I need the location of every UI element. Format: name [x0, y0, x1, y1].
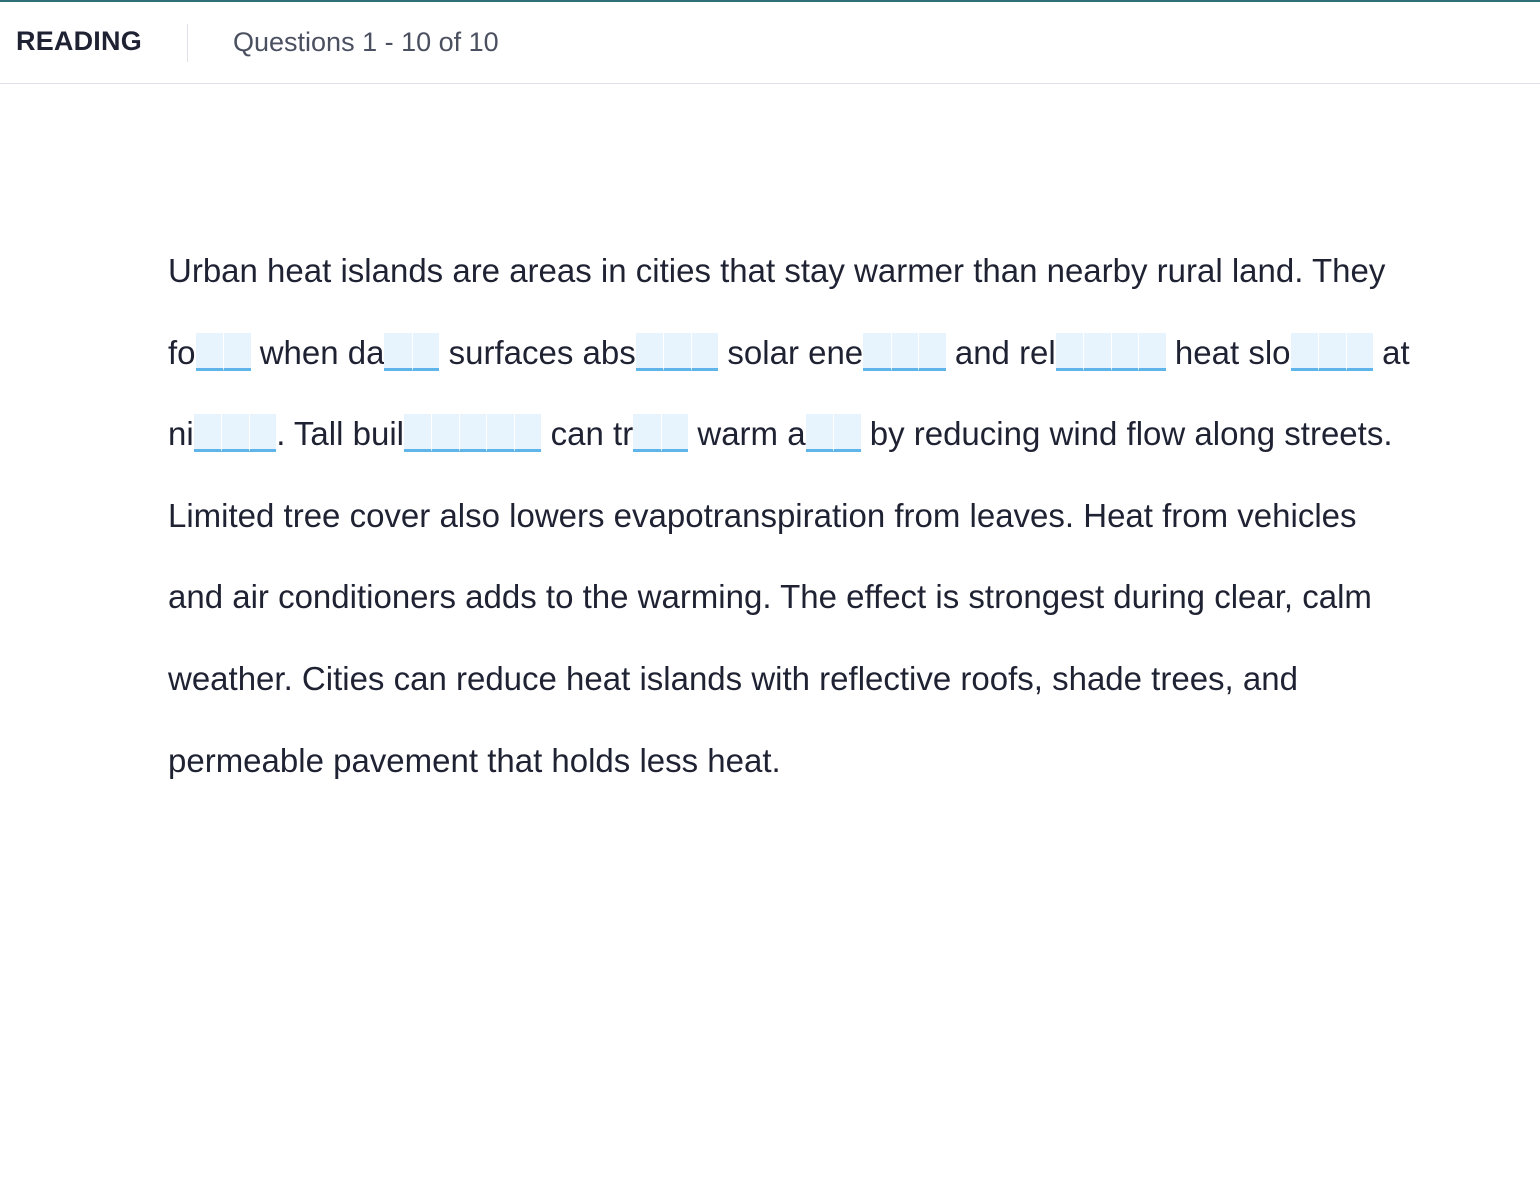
answer-blank-3[interactable]: [636, 333, 719, 371]
passage-text: heat slo: [1165, 333, 1291, 371]
passage-text: at ni: [168, 333, 1419, 453]
letter-input[interactable]: [918, 333, 946, 371]
letter-input[interactable]: [431, 414, 459, 452]
letter-input[interactable]: [196, 333, 224, 371]
passage-text: . Tall buil: [276, 415, 404, 453]
letter-input[interactable]: [1138, 333, 1166, 371]
letter-input[interactable]: [404, 414, 432, 452]
letter-input[interactable]: [891, 333, 919, 371]
letter-input[interactable]: [1083, 333, 1111, 371]
letter-input[interactable]: [221, 414, 249, 452]
letter-input[interactable]: [459, 414, 487, 452]
letter-input[interactable]: [486, 414, 514, 452]
header-bar: [0, 2, 1540, 84]
letter-input[interactable]: [1056, 333, 1084, 371]
letter-input[interactable]: [636, 333, 664, 371]
letter-input[interactable]: [194, 414, 222, 452]
letter-input[interactable]: [833, 414, 861, 452]
letter-input[interactable]: [514, 414, 542, 452]
passage-text: when da: [250, 333, 385, 371]
answer-blank-1[interactable]: [196, 333, 251, 371]
letter-input[interactable]: [1111, 333, 1139, 371]
letter-input[interactable]: [1318, 333, 1346, 371]
answer-blank-6[interactable]: [1291, 333, 1374, 371]
answer-blank-4[interactable]: [863, 333, 946, 371]
answer-blank-9[interactable]: [633, 414, 688, 452]
answer-blank-10[interactable]: [806, 414, 861, 452]
passage-text: surfaces abs: [439, 333, 636, 371]
letter-input[interactable]: [249, 414, 277, 452]
passage-text: warm a: [688, 415, 806, 453]
letter-input[interactable]: [1346, 333, 1374, 371]
section-title: READING: [16, 26, 142, 56]
answer-blank-2[interactable]: [384, 333, 439, 371]
letter-input[interactable]: [691, 333, 719, 371]
passage-text: solar ene: [718, 333, 864, 371]
letter-input[interactable]: [663, 333, 691, 371]
header-divider: [187, 24, 188, 62]
answer-blank-5[interactable]: [1056, 333, 1166, 371]
question-range: Questions 1 - 10 of 10: [233, 27, 499, 57]
letter-input[interactable]: [633, 414, 661, 452]
answer-blank-7[interactable]: [194, 414, 277, 452]
answer-blank-8[interactable]: [404, 414, 542, 452]
passage-text: can tr: [541, 415, 634, 453]
letter-input[interactable]: [806, 414, 834, 452]
letter-input[interactable]: [863, 333, 891, 371]
letter-input[interactable]: [223, 333, 251, 371]
passage-text: and rel: [945, 333, 1056, 371]
letter-input[interactable]: [661, 414, 689, 452]
passage-text: by reducing wind flow along streets. Limited tree cover also lowers evapotranspiration from leaves. Heat from vehicles and air conditioners adds to the warming. The effect is strongest during clear, calm weather. Cities can reduce heat islands with reflective roofs, shade trees, and permeable pavement that holds less heat.: [168, 415, 1402, 779]
letter-input[interactable]: [1291, 333, 1319, 371]
letter-input[interactable]: [412, 333, 440, 371]
passage-text: Urban heat islands are areas in cities that stay warmer than nearby rural land. They fo: [168, 252, 1395, 371]
letter-input[interactable]: [384, 333, 412, 371]
reading-passage: [168, 230, 1418, 801]
